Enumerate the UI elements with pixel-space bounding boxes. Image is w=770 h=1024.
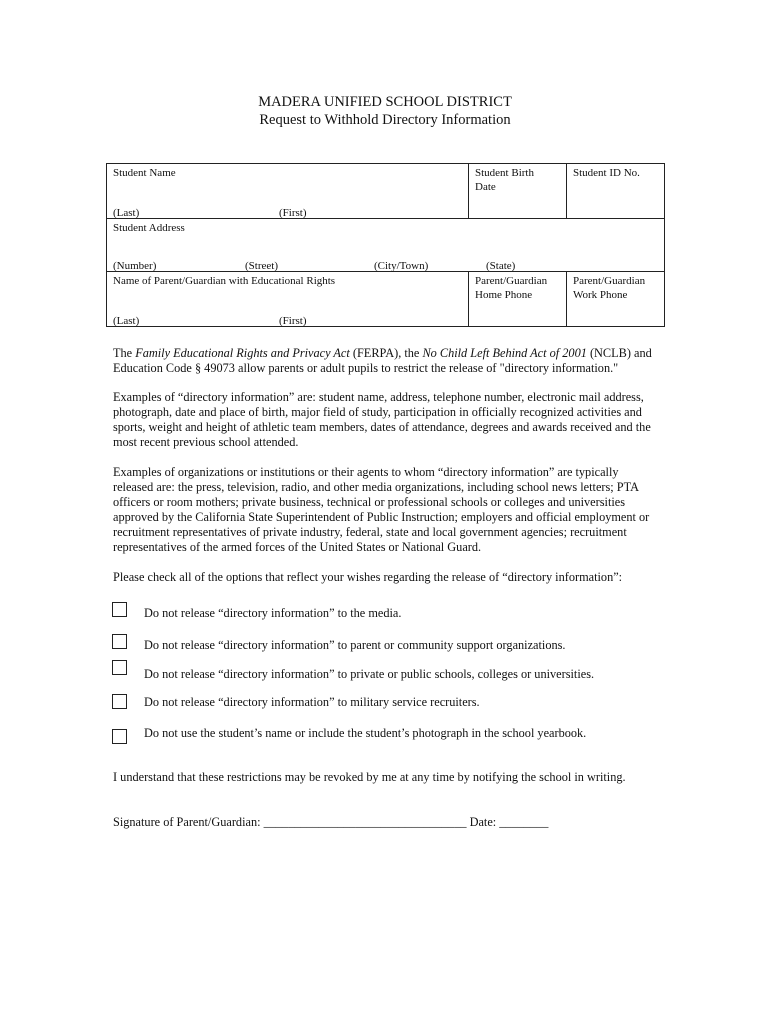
- parent-last-label: (Last): [113, 315, 140, 327]
- check-instruction: Please check all of the options that reflect your wishes regarding the release of “directory information”:: [113, 570, 623, 584]
- student-address-label: Student Address: [113, 222, 185, 234]
- directory-examples-paragraph: Examples of “directory information” are: student name, address, telephone number, electronic mail address, photograph, date and place of birth, major field of study, participation in officially recognized activities and sports, weight and height of athletic team members, dates of attendance, degrees and awards received and the most recent previous school attended.: [113, 390, 651, 449]
- student-first-label: (First): [279, 207, 307, 219]
- parent-name-cell[interactable]: [107, 272, 469, 327]
- option-yearbook-checkbox[interactable]: [112, 729, 127, 744]
- option-media-label: Do not release “directory information” to the media.: [144, 606, 402, 620]
- option-media: [112, 602, 672, 622]
- intro-pre: The: [113, 346, 136, 360]
- student-name-label: Student Name: [113, 167, 176, 179]
- student-address-cell[interactable]: [107, 219, 665, 272]
- birth-date-label-1: Student Birth: [475, 167, 534, 179]
- option-schools-label: Do not release “directory information” to private or public schools, colleges or universities.: [144, 667, 595, 681]
- student-last-label: (Last): [113, 207, 140, 219]
- parent-first-label: (First): [279, 315, 307, 327]
- understanding-statement: I understand that these restrictions may be revoked by me at any time by notifying the school in writing.: [113, 770, 626, 784]
- option-parent-orgs: [112, 636, 672, 656]
- address-state-label: (State): [486, 260, 516, 272]
- student-name-cell[interactable]: [107, 164, 469, 219]
- option-parent-orgs-label: Do not release “directory information” to parent or community support organizations.: [144, 638, 566, 652]
- address-number-label: (Number): [113, 260, 157, 272]
- nclb-act-name: No Child Left Behind Act of 2001: [422, 346, 587, 360]
- work-phone-label-2: Work Phone: [573, 289, 628, 301]
- work-phone-label-1: Parent/Guardian: [573, 275, 646, 287]
- option-media-checkbox[interactable]: [112, 602, 127, 617]
- signature-line[interactable]: Signature of Parent/Guardian: _________________________________ Date: ________: [113, 815, 549, 829]
- ferpa-act-name: Family Educational Rights and Privacy Act: [135, 346, 350, 360]
- student-id-label: Student ID No.: [573, 167, 640, 179]
- organizations-examples-paragraph: Examples of organizations or institutions or their agents to whom “directory information” are typically released are: the press, television, radio, and other media organizations, including school news letters; PTA officers or room mothers; private business, technical or professional schools or colleges and universities approved by the California State Superintendent of Public Instruction; employers and official employment or recruitment representatives of private industry, federal, state and local government agencies; recruitment representatives of the armed forces of the United States or National Guard.: [113, 465, 650, 554]
- district-title: MADERA UNIFIED SCHOOL DISTRICT: [258, 94, 512, 110]
- option-military-checkbox[interactable]: [112, 694, 127, 709]
- birth-date-cell[interactable]: [469, 164, 567, 219]
- option-yearbook: [112, 726, 672, 749]
- home-phone-cell[interactable]: [469, 272, 567, 327]
- student-info-table: [106, 163, 665, 327]
- option-military: [112, 694, 672, 714]
- work-phone-cell[interactable]: [567, 272, 665, 327]
- option-schools: [112, 660, 672, 680]
- intro-post: (NCLB) and Education Code § 49073 allow parents or adult pupils to restrict the release of "directory information.": [113, 346, 652, 375]
- form-title: Request to Withhold Directory Information: [259, 112, 511, 128]
- intro-mid: (FERPA), the: [349, 346, 423, 360]
- parent-name-label: Name of Parent/Guardian with Educational Rights: [113, 275, 336, 287]
- address-city-label: (City/Town): [374, 260, 429, 272]
- birth-date-label-2: Date: [475, 181, 496, 193]
- option-schools-checkbox[interactable]: [112, 660, 127, 675]
- option-parent-orgs-checkbox[interactable]: [112, 634, 127, 649]
- student-id-cell[interactable]: [567, 164, 665, 219]
- option-yearbook-label: Do not use the student’s name or include the student’s photograph in the school yearbook.: [144, 726, 587, 740]
- home-phone-label-2: Home Phone: [475, 289, 533, 301]
- ferpa-paragraph: [113, 346, 661, 376]
- address-street-label: (Street): [245, 260, 278, 272]
- option-military-label: Do not release “directory information” to military service recruiters.: [144, 695, 480, 709]
- home-phone-label-1: Parent/Guardian: [475, 275, 548, 287]
